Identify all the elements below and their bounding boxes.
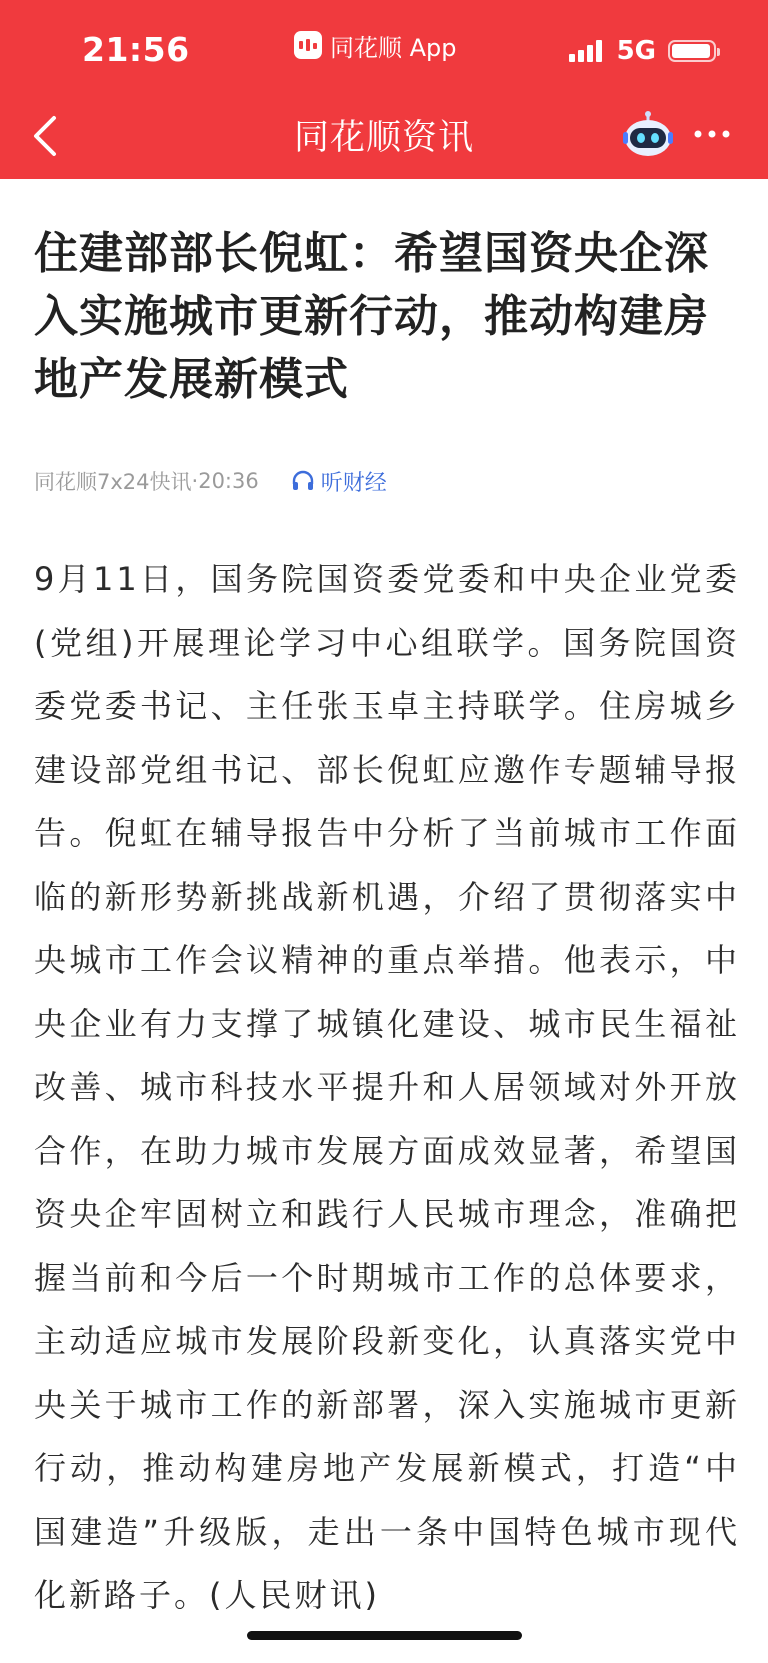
home-indicator[interactable] [247, 1631, 522, 1640]
meta-separator: · [191, 469, 199, 493]
listen-button[interactable] [291, 466, 387, 497]
app-indicator[interactable] [294, 30, 457, 60]
article-title: 住建部部长倪虹：希望国资央企深入实施城市更新行动，推动构建房地产发展新模式 [34, 228, 709, 405]
article-source: 同花顺7x24快讯 [34, 470, 192, 494]
assistant-button[interactable] [622, 110, 674, 158]
article-body: 9月11日，国务院国资委党委和中央企业党委(党组)开展理论学习中心组联学。国务院国资委党委书记、主任张玉卓主持联学。住房城乡建设部党组书记、部长倪虹应邀作专题辅导报告。倪虹在辅导报告中分析了当前城市工作面临的新形势新挑战新机遇，介绍了贯彻落实中央城市工作会议精神的重点举措。他表示，中央企业有力支撑了城镇化建设、城市民生福祉改善、城市科技水平提升和人居领域对外开放合作，在助力城市发展方面成效显著，希望国资央企牢固树立和践行人民城市理念，准确把握当前和今后一个时期城市工作的总体要求，主动适应城市发展阶段新变化，认真落实党中央关于城市工作的新部署，深入实施城市更新行动，推动构建房地产发展新模式，打造“中国建造”升级版，走出一条中国特色城市现代化新路子。(人民财讯) [34, 560, 740, 1614]
battery-icon [668, 40, 716, 62]
app-logo-icon [294, 31, 322, 59]
more-button[interactable] [692, 122, 732, 146]
listen-label: 听财经 [320, 470, 387, 496]
status-indicators [569, 36, 716, 66]
cellular-signal-icon [569, 40, 605, 62]
network-type: 5G [616, 36, 656, 66]
app-indicator-label: 同花顺 App [330, 33, 457, 62]
nav-title: 同花顺资讯 [293, 118, 474, 158]
app-header [0, 0, 768, 179]
chevron-left-icon [30, 112, 70, 160]
article-time: 20:36 [198, 469, 259, 493]
robot-icon [622, 110, 674, 158]
status-time: 21:56 [82, 30, 190, 69]
headphones-icon [291, 470, 315, 492]
article-meta [34, 466, 387, 496]
battery-level [672, 44, 710, 58]
back-button[interactable] [30, 112, 70, 160]
more-dots-icon [692, 122, 732, 146]
